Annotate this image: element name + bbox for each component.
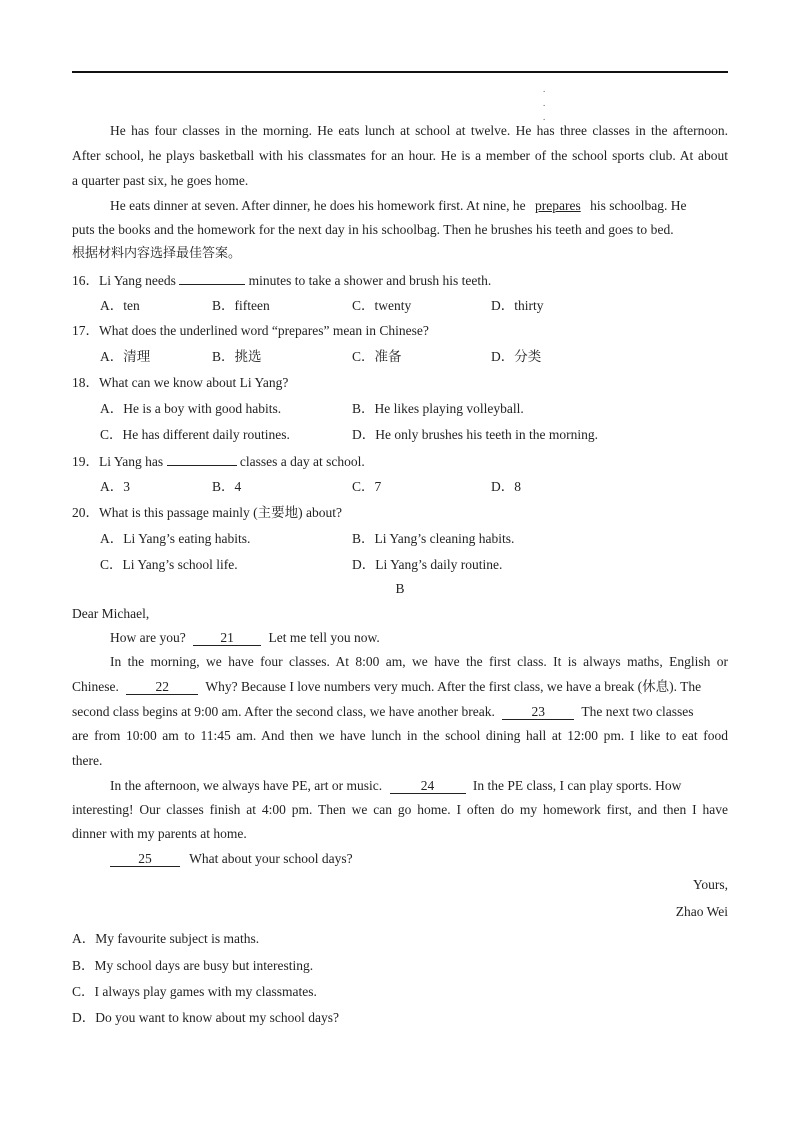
header-dots: . . .: [543, 84, 546, 122]
choice-b[interactable]: B．My school days are busy but interesting.: [72, 958, 314, 973]
choice-a[interactable]: A．My favourite subject is maths.: [72, 931, 260, 946]
question-number: 20．: [72, 505, 99, 520]
letter-text: In the afternoon, we always have PE, art or music.: [110, 778, 383, 793]
question-18: [72, 373, 288, 393]
q19-option-c[interactable]: C．7: [352, 479, 382, 494]
blank-24: 24: [390, 779, 466, 794]
letter-line-5: are from 10:00 am to 11:45 am. And then we have lunch in the school dining hall at 12:00 pm. I like to eat food: [72, 728, 728, 743]
p2-text-a: He eats dinner at seven. After dinner, he does his homework first. At nine, he: [110, 198, 526, 213]
question-text: What can we know about Li Yang?: [99, 375, 289, 390]
letter-line-7: [110, 776, 728, 796]
letter-line-10: [110, 849, 728, 869]
letter-line-3: [72, 677, 728, 697]
letter-text: How are you?: [110, 630, 186, 645]
question-text: What does the underlined word “prepares” mean in Chinese?: [99, 323, 429, 338]
q17-option-b[interactable]: B．挑选: [212, 349, 262, 364]
letter-line-8: interesting! Our classes finish at 4:00 pm. Then we can go home. I often do my homework first, and then I have: [72, 802, 728, 817]
passage-p2-line2: puts the books and the homework for the next day in his schoolbag. Then he brushes his teeth and goes to bed.: [72, 222, 674, 237]
question-number: 16．: [72, 273, 99, 288]
question-20: [72, 503, 342, 523]
question-number: 19．: [72, 454, 99, 469]
question-text: What is this passage mainly (主要地) about?: [99, 505, 342, 520]
passage-p1-line1: He has four classes in the morning. He eats lunch at school at twelve. He has three classes in the afternoon.: [110, 123, 728, 138]
blank-23: 23: [502, 705, 574, 720]
blank-22: 22: [126, 680, 198, 695]
letter-line-4: [72, 702, 728, 722]
question-number: 18．: [72, 375, 99, 390]
q17-option-d[interactable]: D．分类: [491, 349, 542, 364]
letter-text: The next two classes: [581, 704, 694, 719]
question-number: 17．: [72, 323, 99, 338]
choice-c[interactable]: C．I always play games with my classmates.: [72, 984, 317, 999]
letter-text: In the PE class, I can play sports. How: [472, 778, 682, 793]
question-text-pre: Li Yang needs: [99, 273, 176, 288]
q18-option-d[interactable]: D．He only brushes his teeth in the morning.: [352, 427, 598, 442]
question-16: [72, 270, 491, 291]
question-text-post: classes a day at school.: [239, 454, 365, 469]
q18-option-a[interactable]: A．He is a boy with good habits.: [100, 401, 282, 416]
letter-text: Chinese.: [72, 679, 119, 694]
question-text-pre: Li Yang has: [99, 454, 164, 469]
q20-option-c[interactable]: C．Li Yang’s school life.: [100, 557, 238, 572]
passage-p2-line1: [110, 196, 728, 216]
header-rule: [72, 71, 728, 73]
q19-option-b[interactable]: B．4: [212, 479, 242, 494]
letter-text: What about your school days?: [189, 851, 353, 866]
question-19: [72, 451, 365, 472]
q20-option-d[interactable]: D．Li Yang’s daily routine.: [352, 557, 503, 572]
letter-line-2: In the morning, we have four classes. At 8:00 am, we have the first class. It is always maths, English or: [110, 654, 728, 669]
letter-closing: Yours,: [692, 877, 728, 892]
q19-option-d[interactable]: D．8: [491, 479, 521, 494]
blank-21: 21: [193, 631, 261, 646]
q16-option-c[interactable]: C．twenty: [352, 298, 412, 313]
q18-option-b[interactable]: B．He likes playing volleyball.: [352, 401, 524, 416]
passage-p1-line3: a quarter past six, he goes home.: [72, 173, 249, 188]
letter-line-1: [110, 628, 728, 648]
answer-blank: [167, 451, 237, 466]
q18-option-c[interactable]: C．He has different daily routines.: [100, 427, 290, 442]
passage-p1-line2: After school, he plays basketball with his classmates for an hour. He is a member of the school sports club. At about: [72, 148, 728, 163]
q20-option-a[interactable]: A．Li Yang’s eating habits.: [100, 531, 251, 546]
section-label: B: [395, 581, 405, 596]
choice-d[interactable]: D．Do you want to know about my school days?: [72, 1010, 339, 1025]
letter-text: Why? Because I love numbers very much. After the first class, we have a break (休息). The: [205, 679, 702, 694]
letter-text: second class begins at 9:00 am. After the second class, we have another break.: [72, 704, 495, 719]
answer-blank: [179, 270, 245, 285]
p2-text-b: his schoolbag. He: [590, 198, 687, 213]
letter-line-9: dinner with my parents at home.: [72, 826, 247, 841]
q17-option-a[interactable]: A．清理: [100, 349, 151, 364]
instruction: 根据材料内容选择最佳答案。: [72, 246, 242, 261]
letter-line-6: there.: [72, 753, 103, 768]
underlined-word-prepares: prepares: [534, 198, 581, 213]
question-text-post: minutes to take a shower and brush his teeth.: [248, 273, 492, 288]
blank-25: 25: [110, 852, 180, 867]
q17-option-c[interactable]: C．准备: [352, 349, 402, 364]
question-17: [72, 321, 429, 341]
q16-option-a[interactable]: A．ten: [100, 298, 140, 313]
q16-option-d[interactable]: D．thirty: [491, 298, 544, 313]
q16-option-b[interactable]: B．fifteen: [212, 298, 270, 313]
q20-option-b[interactable]: B．Li Yang’s cleaning habits.: [352, 531, 515, 546]
q19-option-a[interactable]: A．3: [100, 479, 130, 494]
letter-signature: Zhao Wei: [675, 904, 728, 919]
letter-greeting: Dear Michael,: [72, 606, 150, 621]
letter-text: Let me tell you now.: [268, 630, 380, 645]
